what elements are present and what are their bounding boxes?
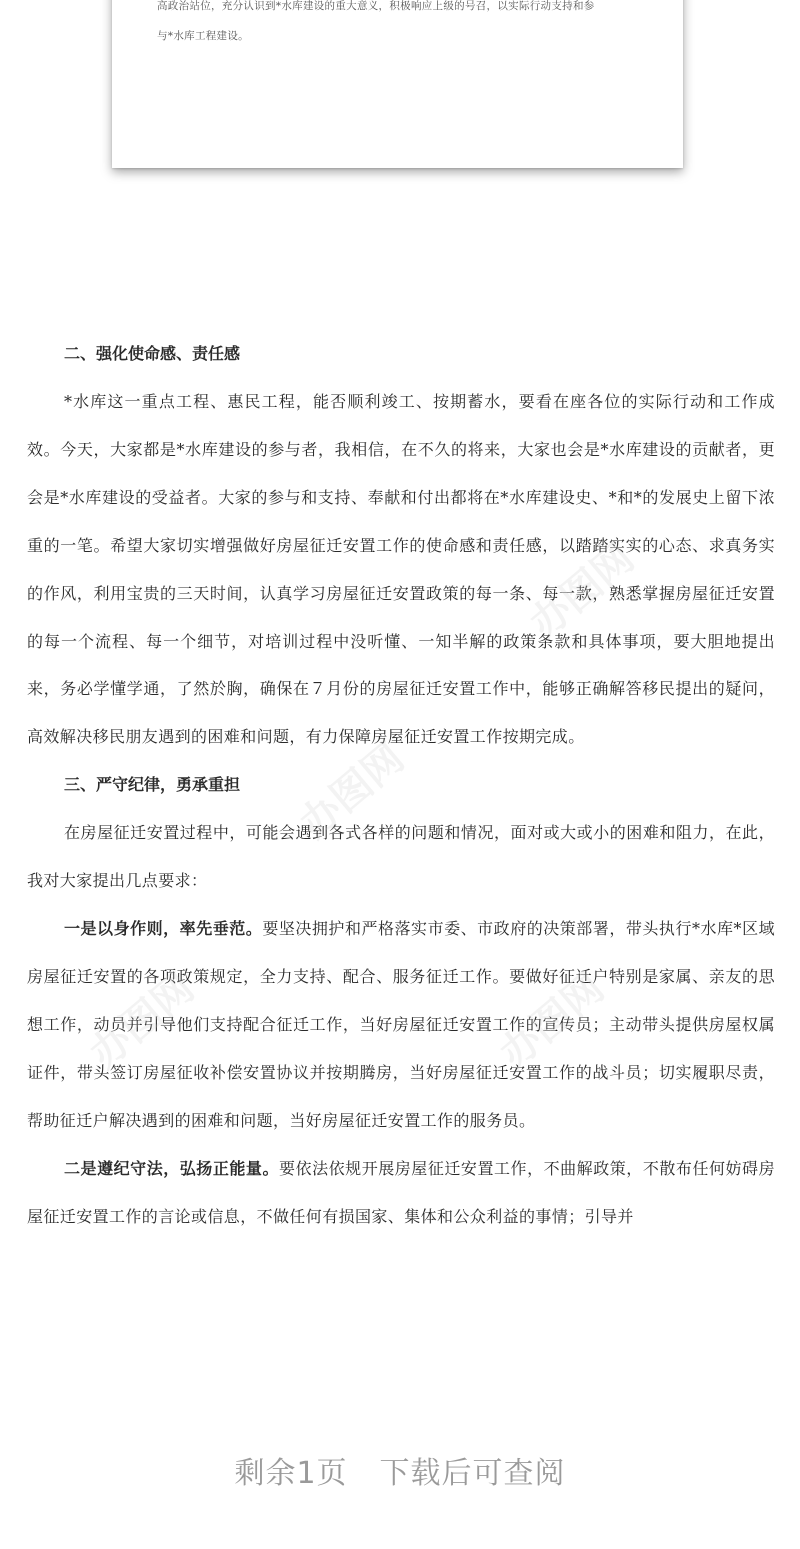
- preview-text-line: 高政治站位，充分认识到*水库建设的重大意义，积极响应上级的号召，以实际行动支持和参: [157, 0, 595, 12]
- section-heading: 二、强化使命感、责任感: [64, 344, 241, 363]
- remaining-pages-label: 剩余1页: [234, 1456, 348, 1491]
- watermark-logo: 办图网: [291, 734, 413, 848]
- download-prompt[interactable]: [0, 1448, 800, 1492]
- paragraph: *水库这一重点工程、惠民工程，能否顺利竣工、按期蓄水，要看在座各位的实际行动和工作成效。今天，大家都是*水库建设的参与者，我相信，在不久的将来，大家也会是*水库建设的贡献者，更会是*水库建设的受益者。大家的参与和支持、奉献和付出都将在*水库建设史、*和*的发展史上留下浓重的一笔。希望大家切实增强做好房屋征迁安置工作的使命感和责任感，以踏踏实实的心态、求真务实的作风，利用宝贵的三天时间，认真学习房屋征迁安置政策的每一条、每一款，熟悉掌握房屋征迁安置的每一个流程、每一个细节，对培训过程中没听懂、一知半解的政策条款和具体事项，要大胆地提出来，务必学懂学通，了然於胸，确保在７月份的房屋征迁安置工作中，能够正确解答移民提出的疑问，高效解决移民朋友遇到的困难和问题，有力保障房屋征迁安置工作按期完成。: [27, 392, 775, 747]
- paragraph-lead: 二是遵纪守法，弘扬正能量。: [64, 1158, 279, 1178]
- previous-page-card: [112, 0, 683, 168]
- paragraph: 在房屋征迁安置过程中，可能会遇到各式各样的问题和情况，面对或大或小的困难和阻力，在此，我对大家提出几点要求：: [27, 823, 775, 891]
- watermark-logo: 办图网: [521, 534, 643, 648]
- paragraph-lead: 一是以身作则，率先垂范。: [64, 919, 263, 939]
- preview-text-line: 与*水库工程建设。: [157, 30, 249, 42]
- watermark-logo: 办图网: [81, 964, 203, 1078]
- document-body: [27, 330, 775, 1240]
- paragraph-body: 要坚决拥护和严格落实市委、市政府的决策部署，带头执行*水库*区域房屋征迁安置的各项政策规定，全力支持、配合、服务征迁工作。要做好征迁户特别是家属、亲友的思想工作，动员并引导他们支持配合征迁工作，当好房屋征迁安置工作的宣传员；主动带头提供房屋权属证件，带头签订房屋征收补偿安置协议并按期腾房，当好房屋征迁安置工作的战斗员；切实履职尽责，帮助征迁户解决遇到的困难和问题，当好房屋征迁安置工作的服务员。: [27, 919, 775, 1130]
- paragraph: [27, 905, 775, 1145]
- download-hint-label: 下载后可查阅: [379, 1456, 566, 1491]
- section-heading: 三、严守纪律，勇承重担: [64, 775, 241, 795]
- paragraph: [27, 1145, 775, 1241]
- watermark-logo: 办图网: [491, 964, 613, 1078]
- paragraph-body: 要依法依规开展房屋征迁安置工作，不曲解政策，不散布任何妨碍房屋征迁安置工作的言论或信息，不做任何有损国家、集体和公众利益的事情；引导并: [27, 1158, 775, 1226]
